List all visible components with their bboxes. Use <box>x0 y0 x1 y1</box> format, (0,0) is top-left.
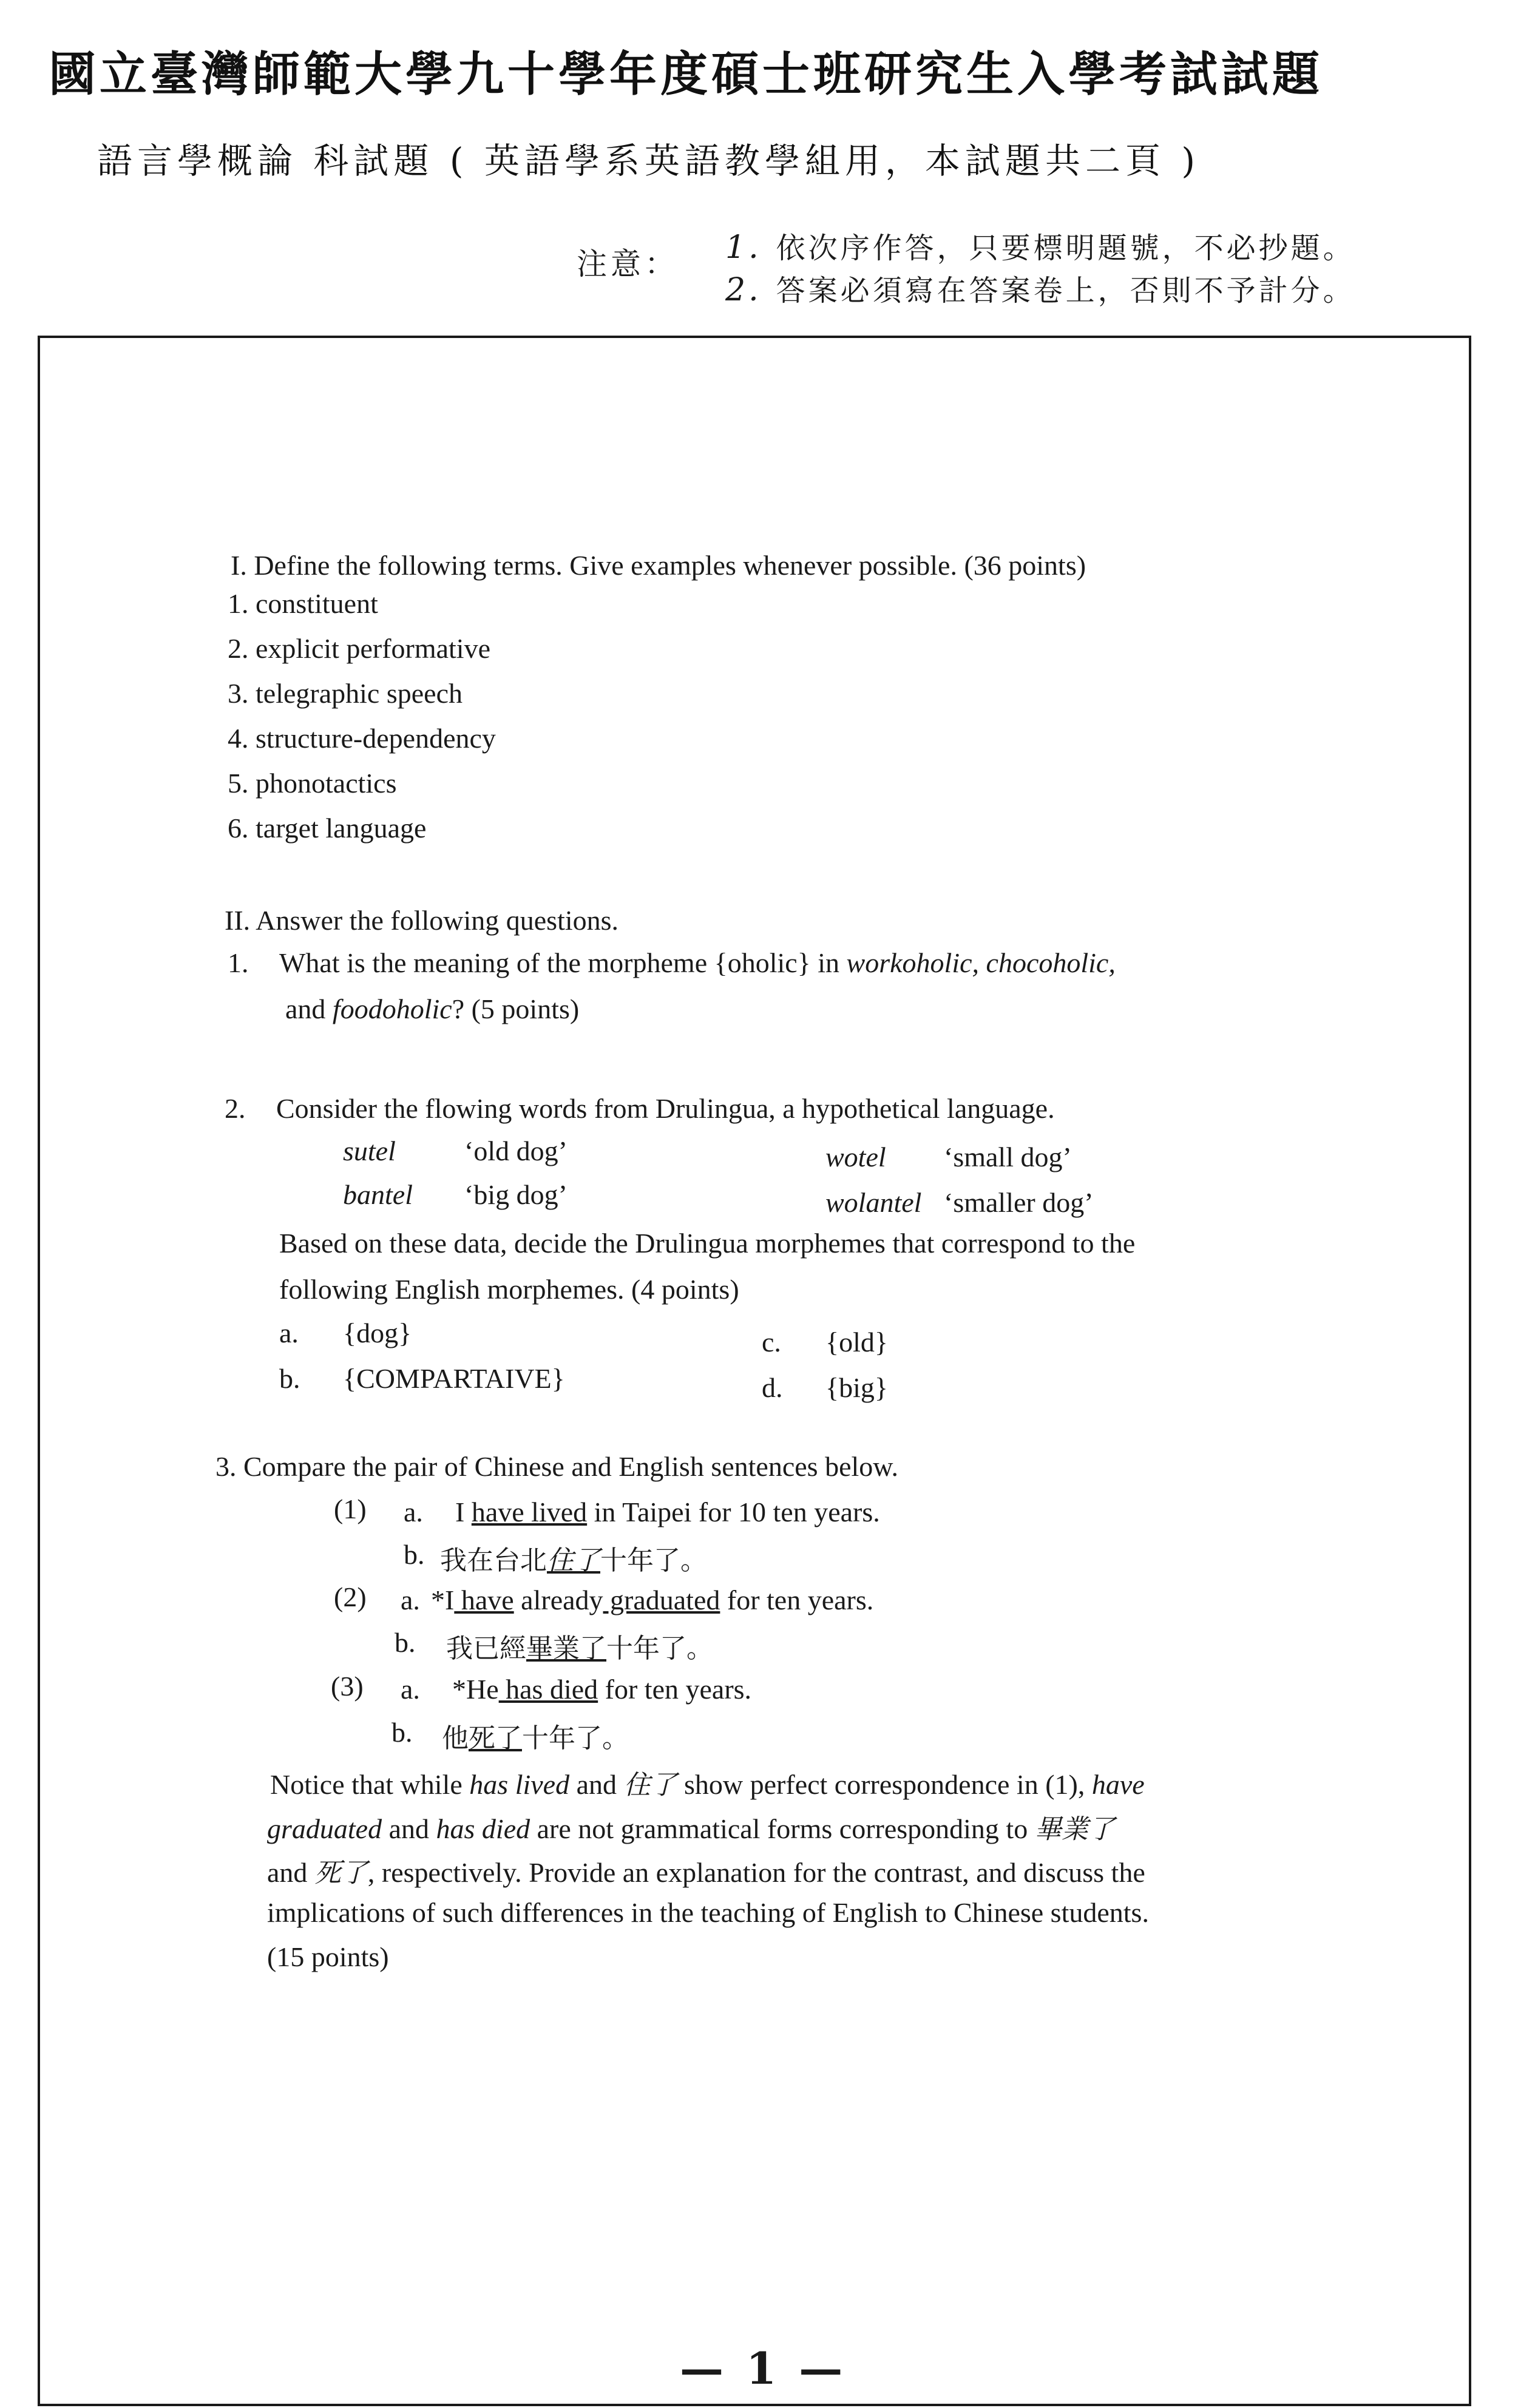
sentence-text: 我在台北 <box>440 1545 547 1576</box>
term-item: 6. target language <box>228 813 427 844</box>
word-gloss: ‘smaller dog’ <box>944 1187 1094 1218</box>
note-number: 2. <box>725 272 762 308</box>
underlined-verb: have lived <box>471 1497 588 1527</box>
note-number: 1. <box>725 229 762 266</box>
chinese-term: 死了 <box>314 1858 368 1889</box>
paragraph-text: Notice that while <box>270 1769 470 1800</box>
sentence-label: a. <box>401 1584 420 1615</box>
q1-points: ? (5 points) <box>452 993 580 1024</box>
sentence-text: for ten years. <box>598 1674 752 1705</box>
term-item: 3. telegraphic speech <box>228 678 463 709</box>
sentence-number: (2) <box>334 1581 367 1612</box>
sentence-label: b. <box>391 1717 413 1748</box>
note-text: 依次序作答，只要標明題號，不必抄題。 <box>776 231 1355 265</box>
word-gloss: ‘big dog’ <box>464 1179 568 1210</box>
drulingua-word: bantel <box>343 1179 413 1210</box>
sentence-number: (3) <box>331 1671 364 1702</box>
chinese-sentence <box>446 1626 713 1665</box>
sentence-text: 十年了。 <box>522 1723 629 1754</box>
question-number: 1. <box>228 947 249 978</box>
q3-paragraph-line <box>267 1851 1145 1890</box>
note-text: 答案必須寫在答案卷上，否則不予計分。 <box>776 274 1355 308</box>
option-label: a. <box>279 1317 299 1348</box>
paragraph-text: and <box>569 1769 624 1800</box>
q1-text: What is the meaning of the morpheme {oholic} in <box>279 947 847 978</box>
word-gloss: ‘old dog’ <box>464 1135 568 1166</box>
note-item <box>725 267 1355 309</box>
q1-examples: workoholic, chocoholic, <box>846 947 1116 978</box>
part1-heading: I. Define the following terms. Give examples whenever possible. (36 points) <box>231 550 1086 581</box>
sentence-text: already <box>513 1584 603 1615</box>
term-item: 1. constituent <box>228 588 378 619</box>
q3-paragraph-line <box>267 1807 1115 1846</box>
exam-subtitle: 語言學概論 科試題 ( 英語學系英語教學組用，本試題共二頁 ) <box>97 140 1201 181</box>
sentence-text: I <box>455 1497 472 1527</box>
underlined-verb: 住了 <box>547 1545 600 1576</box>
q2-text: following English morphemes. (4 points) <box>279 1274 739 1305</box>
english-sentence <box>431 1584 873 1616</box>
q1-line2 <box>285 993 579 1025</box>
chinese-sentence <box>440 1538 707 1577</box>
q1-example: foodoholic <box>332 993 452 1024</box>
term-item: 4. structure-dependency <box>228 723 496 754</box>
underlined-verb: 死了 <box>469 1723 522 1754</box>
notes-label: 注意： <box>577 246 679 282</box>
part2-heading: II. Answer the following questions. <box>225 905 619 936</box>
option-label: c. <box>762 1327 781 1358</box>
sentence-text: 十年了。 <box>606 1633 713 1664</box>
q1-line1 <box>279 947 1116 979</box>
drulingua-word: wotel <box>825 1141 886 1172</box>
exam-title: 國立臺灣師範大學九十學年度碩士班研究生入學考試試題 <box>49 47 1324 102</box>
paragraph-text: and <box>382 1813 436 1844</box>
drulingua-word: wolantel <box>825 1187 922 1218</box>
sentence-label: b. <box>404 1539 425 1570</box>
page-number: — 1 — <box>680 2342 847 2394</box>
sentence-text: for ten years. <box>720 1584 874 1615</box>
sentence-text: *He <box>452 1674 499 1705</box>
term-italic: have <box>1091 1769 1145 1800</box>
q2-intro: Consider the flowing words from Drulingua, a hypothetical language. <box>276 1093 1055 1124</box>
sentence-text: 我已經 <box>446 1633 526 1664</box>
option-value: {dog} <box>343 1317 412 1348</box>
drulingua-word: sutel <box>343 1135 396 1166</box>
word-gloss: ‘small dog’ <box>944 1141 1072 1172</box>
chinese-sentence <box>442 1716 629 1755</box>
sentence-label: a. <box>404 1497 423 1527</box>
chinese-term: 畢業了 <box>1034 1814 1115 1845</box>
underlined-verb: have <box>454 1584 514 1615</box>
term-item: 5. phonotactics <box>228 768 397 799</box>
option-value: {old} <box>825 1327 888 1358</box>
paragraph-text: and <box>267 1857 314 1888</box>
english-sentence <box>455 1496 880 1528</box>
term-italic: has lived <box>469 1769 570 1800</box>
note-item <box>725 225 1355 266</box>
q2-text: Based on these data, decide the Drulingua morphemes that correspond to the <box>279 1228 1136 1259</box>
question-number: 2. <box>225 1093 246 1124</box>
paragraph-text: , respectively. Provide an explanation for the contrast, and discuss the <box>367 1857 1145 1888</box>
q3-intro: 3. Compare the pair of Chinese and English sentences below. <box>215 1451 899 1482</box>
option-label: b. <box>279 1363 300 1394</box>
option-value: {big} <box>825 1372 888 1403</box>
term-item: 2. explicit performative <box>228 633 491 664</box>
q3-paragraph-line: implications of such differences in the teaching of English to Chinese students. <box>267 1897 1149 1928</box>
paragraph-text: are not grammatical forms corresponding to <box>530 1813 1035 1844</box>
q1-text: and <box>285 993 333 1024</box>
sentence-label: b. <box>395 1627 416 1658</box>
chinese-term: 住了 <box>623 1770 677 1801</box>
sentence-text: in Taipei for 10 ten years. <box>587 1497 880 1527</box>
underlined-verb: has died <box>498 1674 598 1705</box>
underlined-verb: 畢業了 <box>526 1633 606 1664</box>
option-value: {COMPARTAIVE} <box>343 1363 565 1394</box>
sentence-text: *I <box>431 1584 455 1615</box>
term-italic: graduated <box>267 1813 382 1844</box>
sentence-text: 十年了。 <box>600 1545 707 1576</box>
q3-paragraph-line <box>270 1763 1145 1802</box>
paragraph-text: show perfect correspondence in (1), <box>677 1769 1092 1800</box>
option-label: d. <box>762 1372 783 1403</box>
underlined-verb: graduated <box>603 1584 720 1615</box>
sentence-number: (1) <box>334 1493 367 1524</box>
term-italic: has died <box>436 1813 530 1844</box>
sentence-label: a. <box>401 1674 420 1705</box>
q3-points: (15 points) <box>267 1941 389 1972</box>
english-sentence <box>452 1673 751 1705</box>
sentence-text: 他 <box>442 1723 469 1754</box>
